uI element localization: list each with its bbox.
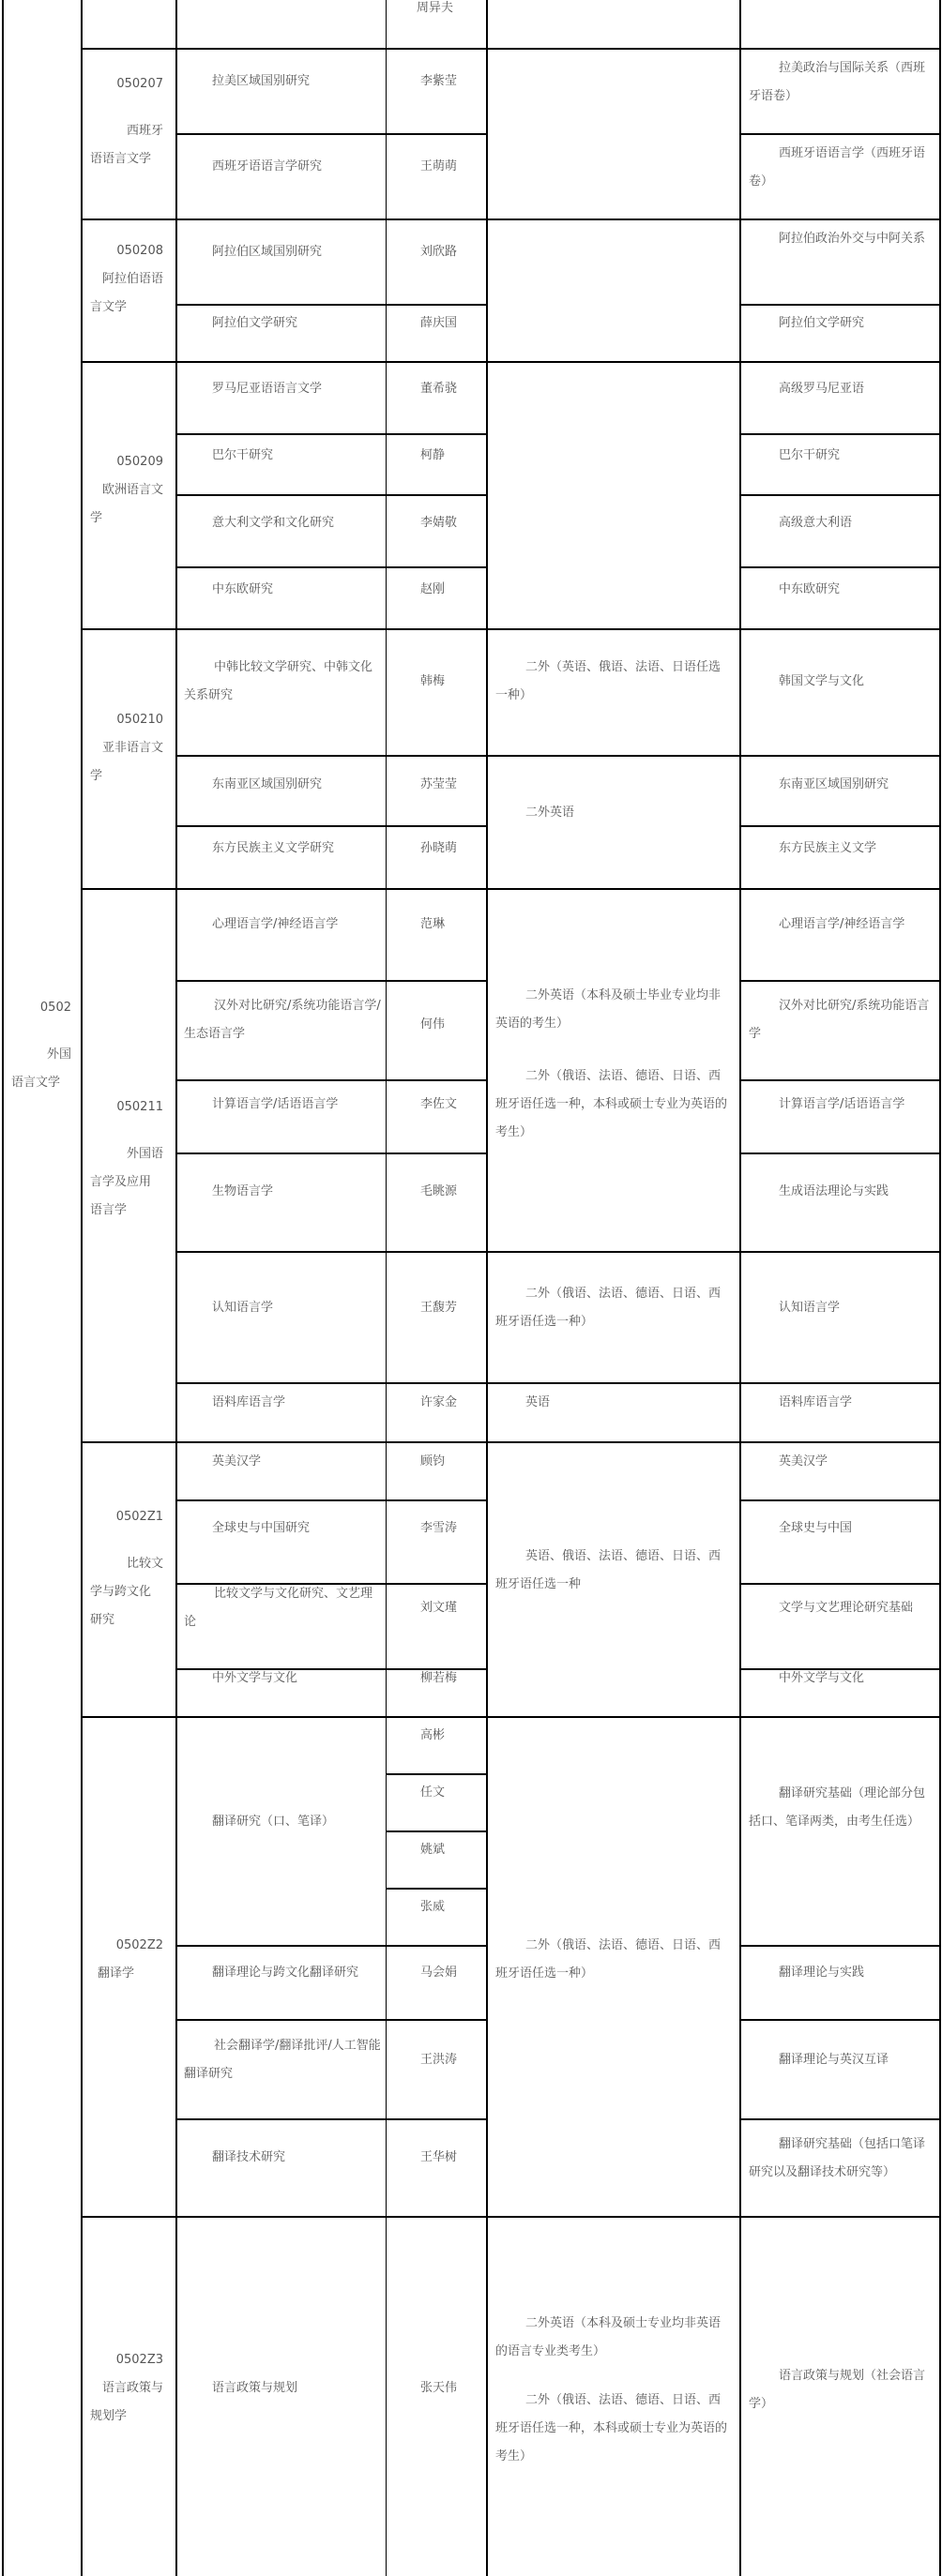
tutor-cell: 薛庆国 xyxy=(420,316,458,330)
direction-cell: 罗马尼亚语语言文学 xyxy=(212,382,323,396)
row-divider xyxy=(175,133,487,135)
language-note-cell: 二外（俄语、法语、德语、日语、西班牙语任选一种，本科或硕士专业为英语的考生） xyxy=(495,1069,728,1139)
row-divider xyxy=(175,1079,487,1081)
exam-cell: 心理语言学/神经语言学 xyxy=(779,917,905,931)
tutor-cell: 刘欣路 xyxy=(420,245,458,259)
major-name-line: 语言政策与 xyxy=(101,2381,163,2395)
major-name-line: 亚非语言文 xyxy=(101,741,163,755)
major-name-line: 西班牙 xyxy=(126,124,163,138)
language-note-cell: 二外（俄语、法语、德语、日语、西班牙语任选一种） xyxy=(495,1287,722,1329)
major-name-line: 言文学 xyxy=(90,300,128,314)
direction-cell: 认知语言学 xyxy=(212,1301,274,1315)
exam-cell: 阿拉伯政治外交与中阿关系 xyxy=(779,232,926,246)
row-divider xyxy=(386,1888,487,1890)
row-divider xyxy=(175,980,487,982)
exam-cell: 语料库语言学 xyxy=(779,1395,853,1409)
tutor-cell: 何伟 xyxy=(420,1017,446,1032)
row-divider xyxy=(739,755,941,757)
tutor-cell: 韩梅 xyxy=(420,674,446,688)
group-divider xyxy=(81,2216,941,2218)
direction-cell: 翻译理论与跨文化翻译研究 xyxy=(212,1966,359,1980)
tutor-cell: 李紫莹 xyxy=(420,74,458,88)
tutor-cell: 周异夫 xyxy=(417,1,454,15)
exam-cell: 东方民族主义文学 xyxy=(779,841,877,855)
language-note-cell: 二外英语（本科及硕士毕业专业均非英语的考生） xyxy=(495,988,722,1031)
exam-cell: 拉美政治与国际关系（西班牙语卷） xyxy=(749,61,926,103)
row-divider xyxy=(739,2019,941,2021)
major-name-line: 语语言文学 xyxy=(90,152,152,166)
column-divider xyxy=(386,0,387,2576)
exam-cell: 巴尔干研究 xyxy=(779,448,841,462)
direction-cell: 心理语言学/神经语言学 xyxy=(212,917,339,931)
major-code: 0502Z2 xyxy=(115,1938,163,1952)
column-divider xyxy=(486,0,488,2576)
column-divider xyxy=(81,0,83,2576)
row-divider xyxy=(739,1945,941,1947)
row-divider xyxy=(175,304,487,306)
major-name-line: 研究 xyxy=(90,1613,115,1627)
row-divider xyxy=(175,1382,487,1384)
tutor-cell: 刘文瑾 xyxy=(420,1601,458,1615)
language-note-cell: 二外英语 xyxy=(525,806,575,820)
language-note-cell: 英语、俄语、法语、德语、日语、西班牙语任选一种 xyxy=(495,1549,722,1591)
tutor-cell: 王华树 xyxy=(420,2150,458,2164)
discipline-name-line2: 语言文学 xyxy=(11,1076,61,1090)
direction-cell: 比较文学与文化研究、文艺理论 xyxy=(184,1587,373,1629)
row-divider xyxy=(486,755,740,757)
direction-cell: 东南亚区域国别研究 xyxy=(212,777,323,791)
exam-cell: 翻译理论与实践 xyxy=(779,1966,865,1980)
row-divider xyxy=(175,566,487,568)
major-name-line: 学 xyxy=(90,511,103,525)
direction-cell: 翻译研究（口、笔译） xyxy=(212,1815,335,1829)
exam-cell: 翻译理论与英汉互译 xyxy=(779,2053,889,2067)
tutor-cell: 王洪涛 xyxy=(420,2053,458,2067)
exam-cell: 西班牙语语言学（西班牙语卷） xyxy=(749,146,926,188)
direction-cell: 意大利文学和文化研究 xyxy=(212,516,335,530)
tutor-cell: 高彬 xyxy=(420,1728,446,1742)
major-name-line: 语言学 xyxy=(90,1203,128,1217)
major-name-line: 规划学 xyxy=(90,2409,128,2423)
tutor-cell: 毛眺源 xyxy=(420,1184,458,1198)
row-divider xyxy=(739,1499,941,1501)
major-code: 050208 xyxy=(116,244,163,258)
tutor-cell: 董希骁 xyxy=(420,382,458,396)
exam-cell: 阿拉伯文学研究 xyxy=(779,316,865,330)
row-divider xyxy=(175,1945,487,1947)
exam-cell: 文学与文艺理论研究基础 xyxy=(779,1601,914,1615)
major-name-line: 比较文 xyxy=(126,1557,163,1571)
exam-cell: 计算语言学/话语语言学 xyxy=(779,1097,905,1111)
row-divider xyxy=(386,1773,487,1775)
row-divider xyxy=(739,133,941,135)
table-border-right xyxy=(939,0,941,2576)
exam-cell: 英美汉学 xyxy=(779,1454,828,1469)
exam-cell: 东南亚区域国别研究 xyxy=(779,777,889,791)
major-cell xyxy=(83,1503,175,1634)
group-divider xyxy=(81,1716,941,1718)
direction-cell: 阿拉伯文学研究 xyxy=(212,316,298,330)
language-note-cell: 二外英语（本科及硕士专业均非英语的语言专业类考生） xyxy=(495,2316,722,2358)
row-divider xyxy=(175,1251,487,1253)
discipline-cell xyxy=(4,994,81,1097)
direction-cell: 计算语言学/话语语言学 xyxy=(212,1097,339,1111)
major-code: 0502Z3 xyxy=(115,2353,163,2367)
row-divider xyxy=(175,1499,487,1501)
language-note-cell: 英语 xyxy=(525,1395,551,1409)
row-divider xyxy=(486,1382,740,1384)
direction-cell: 阿拉伯区域国别研究 xyxy=(212,245,323,259)
direction-cell: 中韩比较文学研究、中韩文化关系研究 xyxy=(184,660,373,702)
tutor-cell: 张威 xyxy=(420,1900,446,1914)
exam-cell: 中东欧研究 xyxy=(779,582,841,596)
tutor-cell: 王萌萌 xyxy=(420,159,458,173)
row-divider xyxy=(739,304,941,306)
tutor-cell: 李佐文 xyxy=(420,1097,458,1111)
row-divider xyxy=(739,494,941,496)
group-divider xyxy=(81,218,941,220)
major-cell xyxy=(83,448,175,533)
language-note-cell: 二外（俄语、法语、德语、日语、西班牙语任选一种） xyxy=(495,1938,722,1981)
direction-cell: 英美汉学 xyxy=(212,1454,262,1469)
tutor-cell: 柯静 xyxy=(420,448,446,462)
group-divider xyxy=(81,888,941,890)
direction-cell: 语料库语言学 xyxy=(212,1395,286,1409)
tutor-cell: 赵刚 xyxy=(420,582,446,596)
direction-cell: 语言政策与规划 xyxy=(212,2381,298,2395)
tutor-cell: 顾钧 xyxy=(420,1454,446,1469)
exam-cell: 认知语言学 xyxy=(779,1301,841,1315)
language-note-cell: 二外（英语、俄语、法语、日语任选一种） xyxy=(495,660,722,702)
direction-cell: 中东欧研究 xyxy=(212,582,274,596)
exam-cell: 生成语法理论与实践 xyxy=(779,1184,889,1198)
major-code: 050211 xyxy=(116,1100,163,1114)
row-divider xyxy=(739,433,941,435)
major-code: 050210 xyxy=(116,713,163,727)
exam-cell: 韩国文学与文化 xyxy=(779,674,865,688)
row-divider xyxy=(739,825,941,827)
major-name-line: 阿拉伯语语 xyxy=(101,272,163,286)
table-border-left xyxy=(2,0,4,2576)
tutor-cell: 马会娟 xyxy=(420,1966,458,1980)
row-divider xyxy=(175,825,487,827)
discipline-code: 0502 xyxy=(39,1001,71,1015)
row-divider xyxy=(739,1251,941,1253)
row-divider xyxy=(739,980,941,982)
major-name-line: 学与跨文化 xyxy=(90,1585,152,1599)
tutor-cell: 许家金 xyxy=(420,1395,458,1409)
column-divider xyxy=(175,0,177,2576)
major-code: 050209 xyxy=(116,455,163,469)
row-divider xyxy=(739,1382,941,1384)
exam-cell: 翻译研究基础（包括口笔译研究以及翻译技术研究等） xyxy=(749,2137,926,2179)
row-divider xyxy=(739,1079,941,1081)
exam-cell: 语言政策与规划（社会语言学） xyxy=(749,2369,926,2411)
row-divider xyxy=(386,1830,487,1832)
row-divider xyxy=(175,1152,487,1154)
tutor-cell: 苏莹莹 xyxy=(420,777,458,791)
direction-cell: 全球史与中国研究 xyxy=(212,1521,311,1535)
direction-cell: 拉美区域国别研究 xyxy=(212,74,311,88)
tutor-cell: 柳若梅 xyxy=(420,1671,458,1685)
group-divider xyxy=(81,361,941,363)
tutor-cell: 任文 xyxy=(420,1785,446,1800)
row-divider xyxy=(739,1583,941,1585)
tutor-cell: 李雪涛 xyxy=(420,1521,458,1535)
major-code: 050207 xyxy=(116,77,163,91)
row-divider xyxy=(175,2019,487,2021)
row-divider xyxy=(486,1251,740,1253)
tutor-cell: 孙晓萌 xyxy=(420,841,458,855)
major-name-line: 言学及应用 xyxy=(90,1175,152,1189)
major-name-line: 翻译学 xyxy=(98,1966,135,1981)
major-name-line: 欧洲语言文 xyxy=(101,483,163,497)
row-divider xyxy=(175,433,487,435)
tutor-cell: 李婧敬 xyxy=(420,516,458,530)
major-name-line: 外国语 xyxy=(126,1147,163,1161)
row-divider xyxy=(175,494,487,496)
row-divider xyxy=(175,2118,487,2120)
exam-cell: 全球史与中国 xyxy=(779,1521,853,1535)
row-divider xyxy=(739,566,941,568)
discipline-name-line1: 外国 xyxy=(46,1047,71,1062)
major-cell xyxy=(83,237,175,322)
major-cell xyxy=(83,2346,175,2431)
row-divider xyxy=(175,755,487,757)
exam-cell: 翻译研究基础（理论部分包括口、笔译两类，由考生任选） xyxy=(749,1786,926,1829)
direction-cell: 生物语言学 xyxy=(212,1184,274,1198)
row-divider xyxy=(739,1152,941,1154)
direction-cell: 翻译技术研究 xyxy=(212,2150,286,2164)
language-note-cell: 二外（俄语、法语、德语、日语、西班牙语任选一种，本科或硕士专业为英语的考生） xyxy=(495,2393,728,2463)
exam-cell: 中外文学与文化 xyxy=(779,1671,865,1685)
tutor-cell: 张天伟 xyxy=(420,2381,458,2395)
major-cell xyxy=(83,706,175,791)
major-code: 0502Z1 xyxy=(115,1510,163,1524)
exam-cell: 高级意大利语 xyxy=(779,516,853,530)
major-cell xyxy=(83,1093,175,1225)
direction-cell: 东方民族主义文学研究 xyxy=(212,841,335,855)
column-divider xyxy=(739,0,741,2576)
tutor-cell: 姚斌 xyxy=(420,1843,446,1857)
direction-cell: 社会翻译学/翻译批评/人工智能翻译研究 xyxy=(184,2039,381,2081)
tutor-cell: 王馥芳 xyxy=(420,1301,458,1315)
tutor-cell: 范琳 xyxy=(420,917,446,931)
group-divider xyxy=(81,628,941,630)
direction-cell: 汉外对比研究/系统功能语言学/生态语言学 xyxy=(184,999,381,1041)
row-divider xyxy=(739,2118,941,2120)
major-name-line: 学 xyxy=(90,769,103,783)
exam-cell: 汉外对比研究/系统功能语言学 xyxy=(749,999,930,1041)
exam-cell: 高级罗马尼亚语 xyxy=(779,382,865,396)
group-divider xyxy=(81,48,941,50)
major-cell xyxy=(83,1932,175,1988)
direction-cell: 中外文学与文化 xyxy=(212,1671,298,1685)
direction-cell: 西班牙语语言学研究 xyxy=(212,159,323,173)
direction-cell: 巴尔干研究 xyxy=(212,448,274,462)
group-divider xyxy=(81,1441,941,1443)
major-cell xyxy=(83,70,175,173)
